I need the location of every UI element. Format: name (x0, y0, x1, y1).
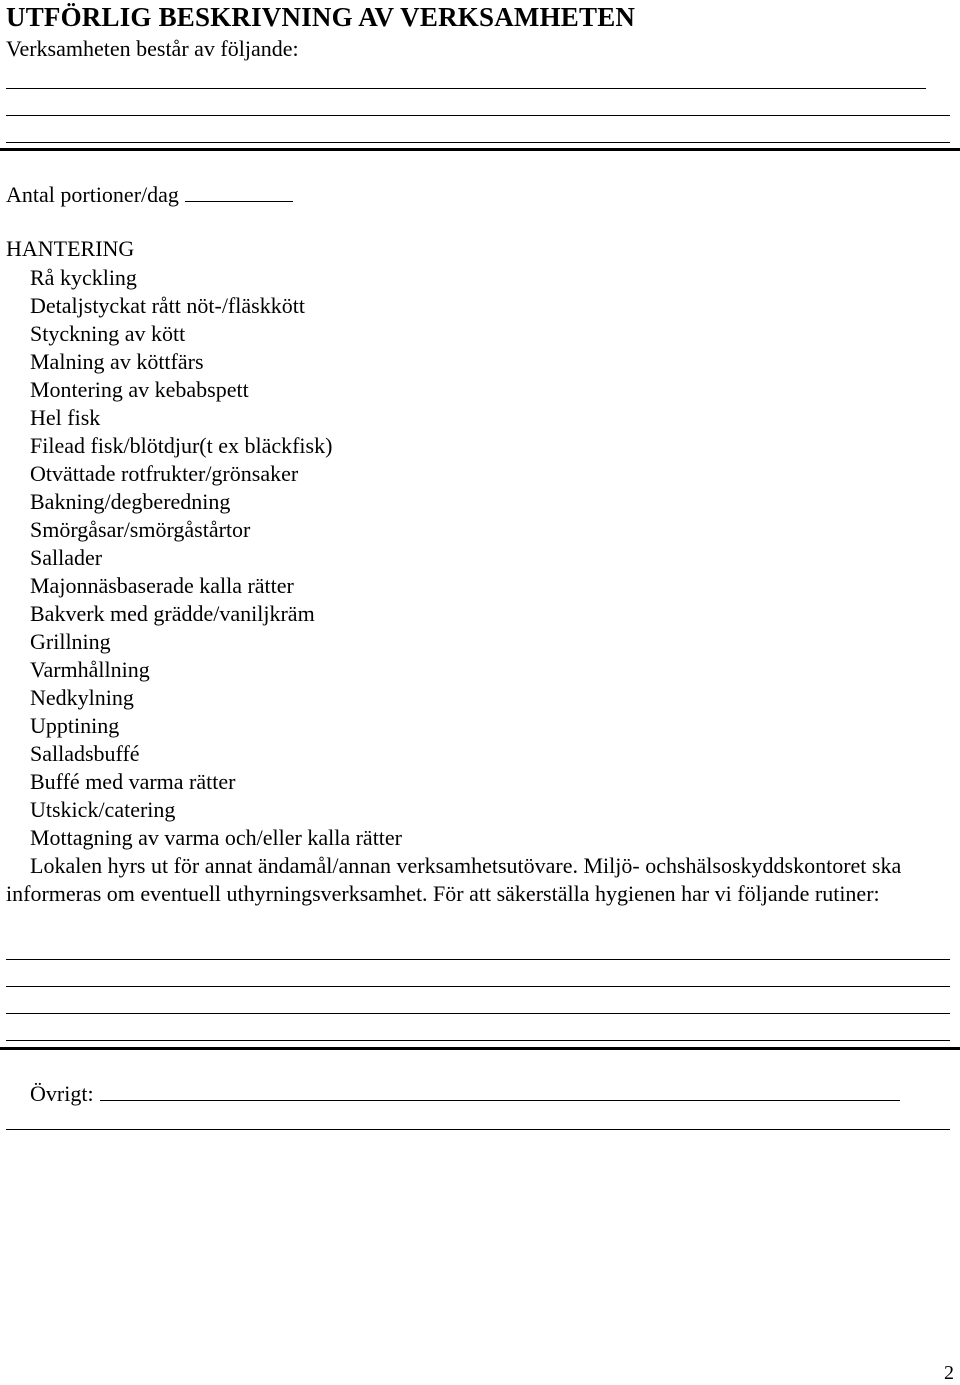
list-item: Detaljstyckat rått nöt-/fläskkött (30, 293, 305, 318)
list-item: Utskick/catering (30, 797, 176, 822)
list-item: Montering av kebabspett (30, 377, 249, 402)
list-item: Varmhållning (30, 657, 150, 682)
list-item: Buffé med varma rätter (30, 769, 236, 794)
section-divider-2 (0, 1047, 960, 1050)
list-item: Hel fisk (30, 405, 101, 430)
list-item: Sallader (30, 545, 103, 570)
list-item: Grillning (30, 629, 111, 654)
rental-text-rest: ska informeras om eventuell uthyrningsverksamhet. För att säkerställa hygienen har vi följande rutiner: (6, 853, 902, 906)
list-item: Rå kyckling (30, 265, 137, 290)
list-item: Filead fisk/blötdjur(t ex bläckfisk) (30, 433, 333, 458)
portions-label: Antal portioner/dag (6, 182, 179, 207)
other-label: Övrigt: (30, 1081, 94, 1106)
list-item: Upptining (30, 713, 120, 738)
list-item: Majonnäsbaserade kalla rätter (30, 573, 294, 598)
routines-line-3[interactable] (6, 1013, 950, 1014)
routines-line-2[interactable] (6, 986, 950, 987)
portions-field[interactable] (185, 181, 293, 202)
list-item: Bakverk med grädde/vaniljkräm (30, 601, 315, 626)
list-item: Malning av köttfärs (30, 349, 204, 374)
list-item: Salladsbuffé (30, 741, 140, 766)
list-item: Smörgåsar/smörgåstårtor (30, 517, 251, 542)
portions-per-day (6, 181, 293, 208)
description-line-2[interactable] (6, 115, 950, 116)
rental-text-first: Lokalen hyrs ut för annat ändamål/annan verksamhetsutövare. Miljö- ochshälsoskyddskontoret (30, 853, 867, 878)
routines-line-1[interactable] (6, 959, 950, 960)
handling-heading: HANTERING (6, 236, 135, 261)
rental-paragraph (6, 852, 956, 908)
description-line-3[interactable] (6, 142, 950, 143)
list-item: Otvättade rotfrukter/grönsaker (30, 461, 299, 486)
other-row (30, 1080, 900, 1107)
routines-line-4[interactable] (6, 1040, 950, 1041)
document-subtitle: Verksamheten består av följande: (6, 36, 299, 61)
document-title: UTFÖRLIG BESKRIVNING AV VERKSAMHETEN (6, 2, 636, 32)
list-item: Styckning av kött (30, 321, 186, 346)
page-number: 2 (944, 1362, 954, 1384)
list-item: Mottagning av varma och/eller kalla rätter (30, 825, 403, 850)
section-divider (0, 148, 960, 151)
other-line-2[interactable] (6, 1129, 950, 1130)
list-item: Nedkylning (30, 685, 134, 710)
description-line-1[interactable] (6, 88, 926, 89)
list-item: Bakning/degberedning (30, 489, 231, 514)
handling-list (30, 264, 402, 852)
other-field[interactable] (100, 1080, 900, 1101)
